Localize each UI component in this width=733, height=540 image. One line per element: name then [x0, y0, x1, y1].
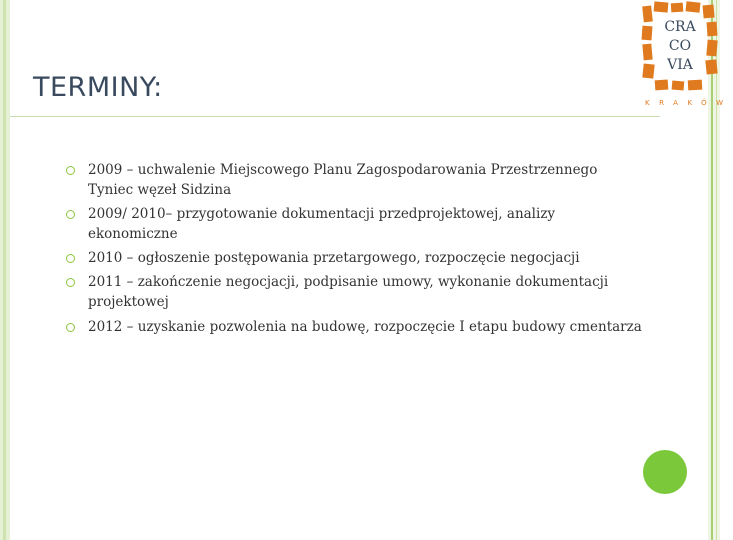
slide-title: TERMINY:: [33, 72, 163, 103]
left-border-line: [3, 0, 6, 540]
item-line: 2012 – uzyskanie pozwolenia na budowę, rozpoczęcie I etapu budowy cmentarza: [88, 319, 642, 335]
item-line-continued: ekonomiczne: [88, 226, 178, 242]
item-line-continued: Tyniec węzeł Sidzina: [88, 182, 232, 198]
list-item: [64, 317, 664, 337]
logo-row-3: VIA: [667, 57, 693, 73]
item-line-continued: projektowej: [88, 294, 169, 310]
bullet-icon: [66, 166, 75, 175]
bullet-icon: [66, 323, 75, 332]
list-item: [64, 204, 664, 244]
logo-row-2: CO: [668, 38, 692, 54]
logo-wordmark: [664, 19, 696, 73]
schedule-list: [64, 160, 664, 337]
list-item: [64, 160, 664, 200]
title-divider: [10, 116, 660, 117]
bullet-icon: [66, 210, 75, 219]
logo-tagline: KRAKÓW: [645, 99, 733, 107]
list-item: [64, 248, 664, 268]
decorative-green-circle: [643, 450, 687, 494]
cracovia-logo: [640, 0, 720, 108]
item-line: 2011 – zakończenie negocjacji, podpisanie umowy, wykonanie dokumentacji: [88, 274, 609, 290]
logo-row-1: CRA: [664, 19, 696, 35]
list-item: [64, 272, 664, 312]
item-line: 2009 – uchwalenie Miejscowego Planu Zagospodarowania Przestrzennego: [88, 162, 598, 178]
bullet-icon: [66, 254, 75, 263]
bullet-icon: [66, 278, 75, 287]
item-line: 2009/ 2010– przygotowanie dokumentacji przedprojektowej, analizy: [88, 206, 556, 222]
item-line: 2010 – ogłoszenie postępowania przetargowego, rozpoczęcie negocjacji: [88, 250, 580, 266]
